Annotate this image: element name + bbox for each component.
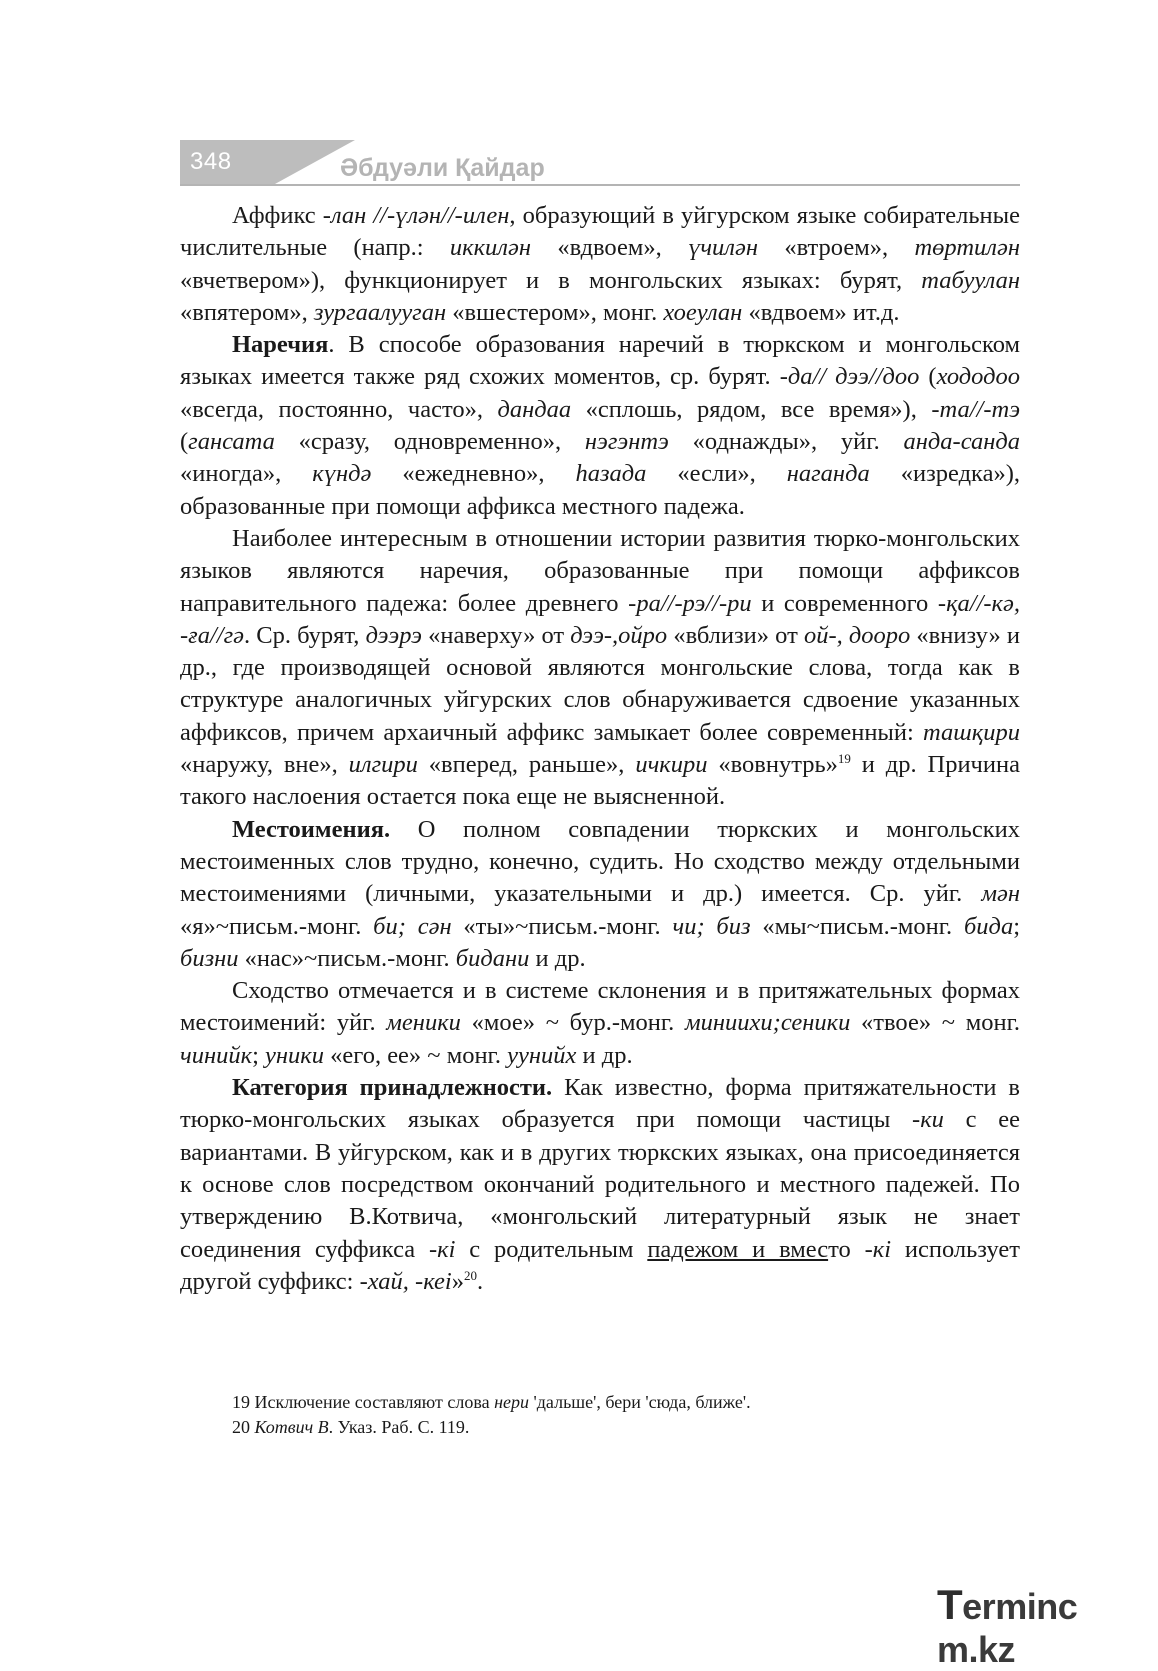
body-text: [180, 200, 1020, 1298]
running-header-author: Әбдуәли Қайдар: [340, 154, 545, 182]
section-heading-possessive: Категория принадлежности.: [232, 1074, 553, 1102]
page-number: 348: [190, 148, 232, 175]
paragraph-possessive-category: Категория принадлежности. Как известно, форма притяжательности в тюрко-монгольских языках образуется при помощи частицы -ки с ее вариантами. В уйгурском, как и в других тюркских языках, она присоединяется к основе слов посредством окончаний родительного и местного падежей. По утверждению В.Котвича, «монгольский литературный язык не знает соединения суффикса -кі с родительным падежом и вместо -кі использует другой суффикс: -хай, -кеі»$^{20}$.: [180, 1074, 1020, 1295]
footnotes: [180, 1390, 1020, 1440]
header-rule: [180, 184, 1020, 186]
footnote-ref-20: 20: [463, 1267, 477, 1283]
running-header: [180, 140, 1020, 188]
section-heading-pronouns: Местоимения.: [232, 815, 391, 843]
footnote-19: 19 Исключение составляют слова нери 'дальше', бери 'сюда, ближе'.: [232, 1392, 751, 1412]
paragraph-adverbs: Наречия. В способе образования наречий в тюркском и монгольском языках имеется также ряд схожих моментов, ср. бурят. -да// дээ//доо (хододоо «всегда, постоянно, часто», дандаа «сплошь, рядом, все время»), -та//-тэ (гансата «сразу, одновременно», нэгэнтэ «однажды», уйг. анда-санда «иногда», күндә «ежедневно», һазада «если», наганда «изредка»), образованные при помощи аффикса местного падежа.: [180, 331, 1020, 520]
site-watermark: Terminc m.kz: [937, 1581, 1078, 1670]
footnote-20: 20 Котвич В. Указ. Раб. С. 119.: [232, 1417, 470, 1437]
section-heading-adverbs: Наречия: [232, 331, 329, 359]
paragraph-pronouns: Местоимения. О полном совпадении тюркских и монгольских местоименных слов трудно, конечно, судить. Но сходство между отдельными местоимениями (личными, указательными и др.) имеется. Ср. уйг. мән «я»~письм.-монг. би; сән «ты»~письм.-монг. чи; биз «мы~письм.-монг. бида; бизни «нас»~письм.-монг. бидани и др.: [180, 815, 1021, 972]
paragraph-collective-numerals: Аффикс -лан //-үлән//-илен, образующий в уйгурском языке собирательные числительные (напр.: иккилән «вдвоем», үчилән «втроем», төртилән «вчетвером»), функционирует и в монгольских языках: бурят, табуулан «впятером», зургаалууган «вшестером», монг. хоеулан «вдвоем» ит.д.: [180, 202, 1021, 326]
footnote-ref-19: 19: [837, 750, 851, 766]
paragraph-directional-adverbs: Наиболее интересным в отношении истории развития тюрко-монгольских языков являются наречия, образованные при помощи аффиксов направительного падежа: более древнего -ра//-рэ//-ри и современного -қа//-кә, -ға//гә. Ср. бурят, дээрэ «наверху» от дээ-,ойро «вблизи» от ой-, дооро «внизу» и др., где производящей основой являются монгольские слова, тогда как в структуре аналогичных уйгурских слов обнаруживается сдвоение указанных аффиксов, причем архаичный аффикс замыкает более современный: ташқири «наружу, вне», илгири «вперед, раньше», ичкири «вовнутрь»$^{19}$ и др. Причина такого наслоения остается пока еще не выясненной.: [180, 524, 1021, 811]
paragraph-pronoun-declension: Сходство отмечается и в системе склонения и в притяжательных формах местоимений: уйг. меники «мое» ~ бур.-монг. миниихи;сеники «твое» ~ монг. чинийк; уники «его, ее» ~ монг. уунийх и др.: [180, 977, 1021, 1069]
